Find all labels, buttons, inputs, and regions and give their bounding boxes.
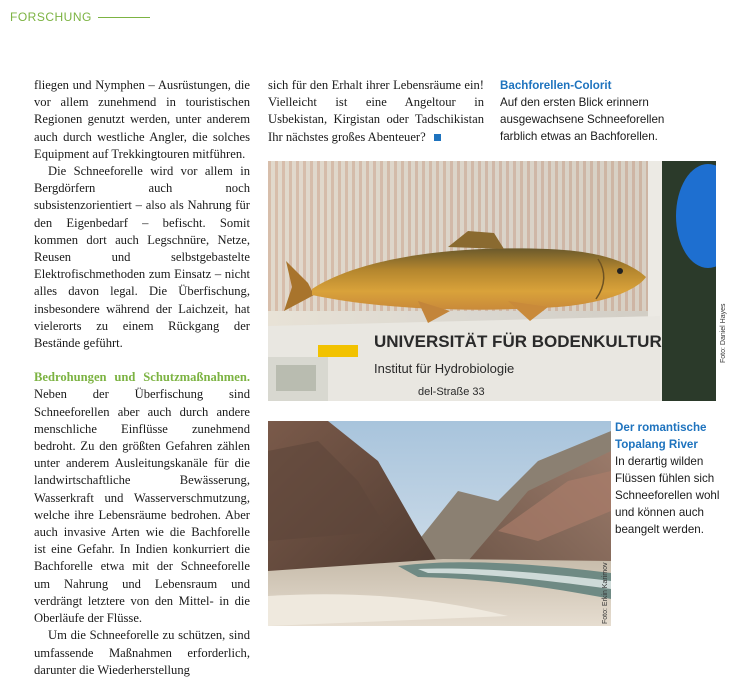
paragraph [268,77,484,146]
river-photo [268,421,611,626]
paragraph: Um die Schneeforelle zu schützen, sind umfassende Maßnahmen erforderlich, darunter die Wiederherstellung [34,628,250,677]
paragraph: fliegen und Nymphen – Ausrüstungen, die vor allem zunehmend in touristischen Regionen genutzt werden, unter anderem auch durch westliche Angler, die solches Equipment auf Trekkingtouren mitführen. [34,78,250,161]
article-column-1 [34,77,250,679]
box-label-institute: Institut für Hydrobiologie [374,361,515,376]
caption-title: Der romantische Topalang River [615,421,707,451]
caption-text: In derartig wilden Flüssen fühlen sich Schneeforellen wohl und können auch beangelt werden. [615,455,720,536]
paragraph [34,369,250,627]
end-of-article-mark [434,134,441,141]
paragraph-text: sich für den Erhalt ihrer Lebensräume ein! Vielleicht ist eine Angeltour in Usbekistan, Kirgistan oder Tadschikistan Ihr nächstes großes Abenteuer? [268,78,484,144]
paragraph: Die Schneeforelle wird vor allem in Bergdörfern auch noch subsistenzorientiert – also als Nahrung für den Eigenbedarf – befischt. Somit kommen dort auch Legschnüre, Netze, Reusen und selbstgebastelte Elektrofischmethoden zum Einsatz – nicht alles davon legal. Die Überfischung, insbesondere während der Laichzeit, hat vielerorts zu einem Rückgang der Bestände geführt. [34,164,250,351]
section-label: FORSCHUNG [10,10,92,24]
photo-caption-1 [500,77,690,145]
photo-credit: Foto: Daniel Hayes [720,303,727,363]
box-label-street: del-Straße 33 [418,386,485,398]
subheading: Bedrohungen und Schutzmaßnahmen. [34,370,250,385]
caption-title: Bachforellen-Colorit [500,79,612,92]
section-rule [98,17,150,18]
box-label-university: UNIVERSITÄT FÜR BODENKULTUR [374,332,662,351]
article-column-2 [268,77,484,146]
photo-credit: Foto: Erkin Karimov [602,562,609,624]
fish-photo [268,161,716,401]
photo-caption-2 [615,419,740,538]
paragraph-text: Neben der Überfischung sind Schneeforellen aber auch durch andere menschliche Einflüsse zunehmend bedroht. Zu den größten Gefahren zählen unter anderem Ausleitungskanäle für die landwirtschaftliche Bewässerung, Wasserkraft und Wasserverschmutzung, welche ihre Lebensräume bedrohen. Aber auch invasive Arten wie die Bachforelle ist eine Gefahr. In Indien konkurriert die Bachforelle etwa mit der Schneeforelle um Nahrung und Lebensraum und verdrängt letztere von den Mittel- in die Oberläufe der Flüsse. [34,387,250,626]
caption-text: Auf den ersten Blick erinnern ausgewachsene Schneeforellen farblich etwas an Bachforellen. [500,96,665,143]
